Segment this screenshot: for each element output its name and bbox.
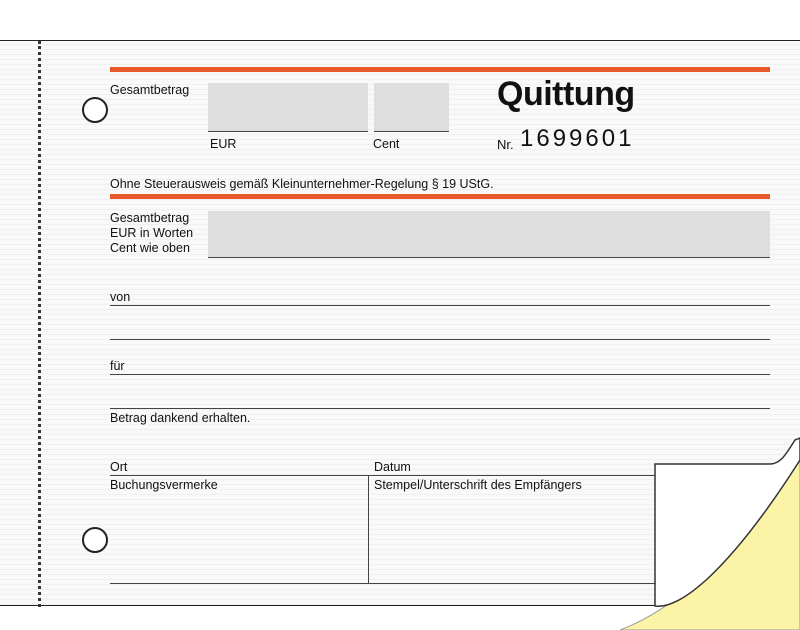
receipt-number: 1699601 xyxy=(520,125,635,152)
total-amount-label: Gesamtbetrag xyxy=(110,83,190,97)
receipt-number-label: Nr. xyxy=(497,137,514,152)
amount-words-label-1: Gesamtbetrag xyxy=(110,211,190,225)
accent-bar-top xyxy=(110,67,770,72)
from-label: von xyxy=(110,290,131,304)
from-line-1[interactable] xyxy=(110,305,770,306)
place-label: Ort xyxy=(110,460,128,474)
cent-amount-field[interactable] xyxy=(374,83,449,132)
tax-note: Ohne Steuerausweis gemäß Kleinunternehmer-Regelung § 19 UStG. xyxy=(110,177,494,191)
cent-label: Cent xyxy=(373,137,400,151)
receipt-title: Quittung xyxy=(497,75,635,113)
booking-notes-label: Buchungsvermerke xyxy=(110,478,218,492)
date-label: Datum xyxy=(374,460,411,474)
from-line-2[interactable] xyxy=(110,339,770,340)
for-line-1[interactable] xyxy=(110,374,770,375)
eur-label: EUR xyxy=(210,137,237,151)
punch-hole-bottom xyxy=(82,527,108,553)
for-line-2[interactable] xyxy=(110,408,770,409)
amount-received-text: Betrag dankend erhalten. xyxy=(110,411,251,425)
amount-words-label-3: Cent wie oben xyxy=(110,241,190,255)
punch-hole-top xyxy=(82,97,108,123)
perforation-line xyxy=(38,41,41,607)
amount-in-words-field[interactable] xyxy=(208,211,770,258)
bottom-column-divider xyxy=(368,475,369,583)
stamp-signature-label: Stempel/Unterschrift des Empfängers xyxy=(374,478,582,492)
accent-bar-middle xyxy=(110,194,770,199)
eur-amount-field[interactable] xyxy=(208,83,368,132)
for-label: für xyxy=(110,359,125,373)
page-curl-copies xyxy=(620,430,800,630)
amount-words-label-2: EUR in Worten xyxy=(110,226,194,240)
